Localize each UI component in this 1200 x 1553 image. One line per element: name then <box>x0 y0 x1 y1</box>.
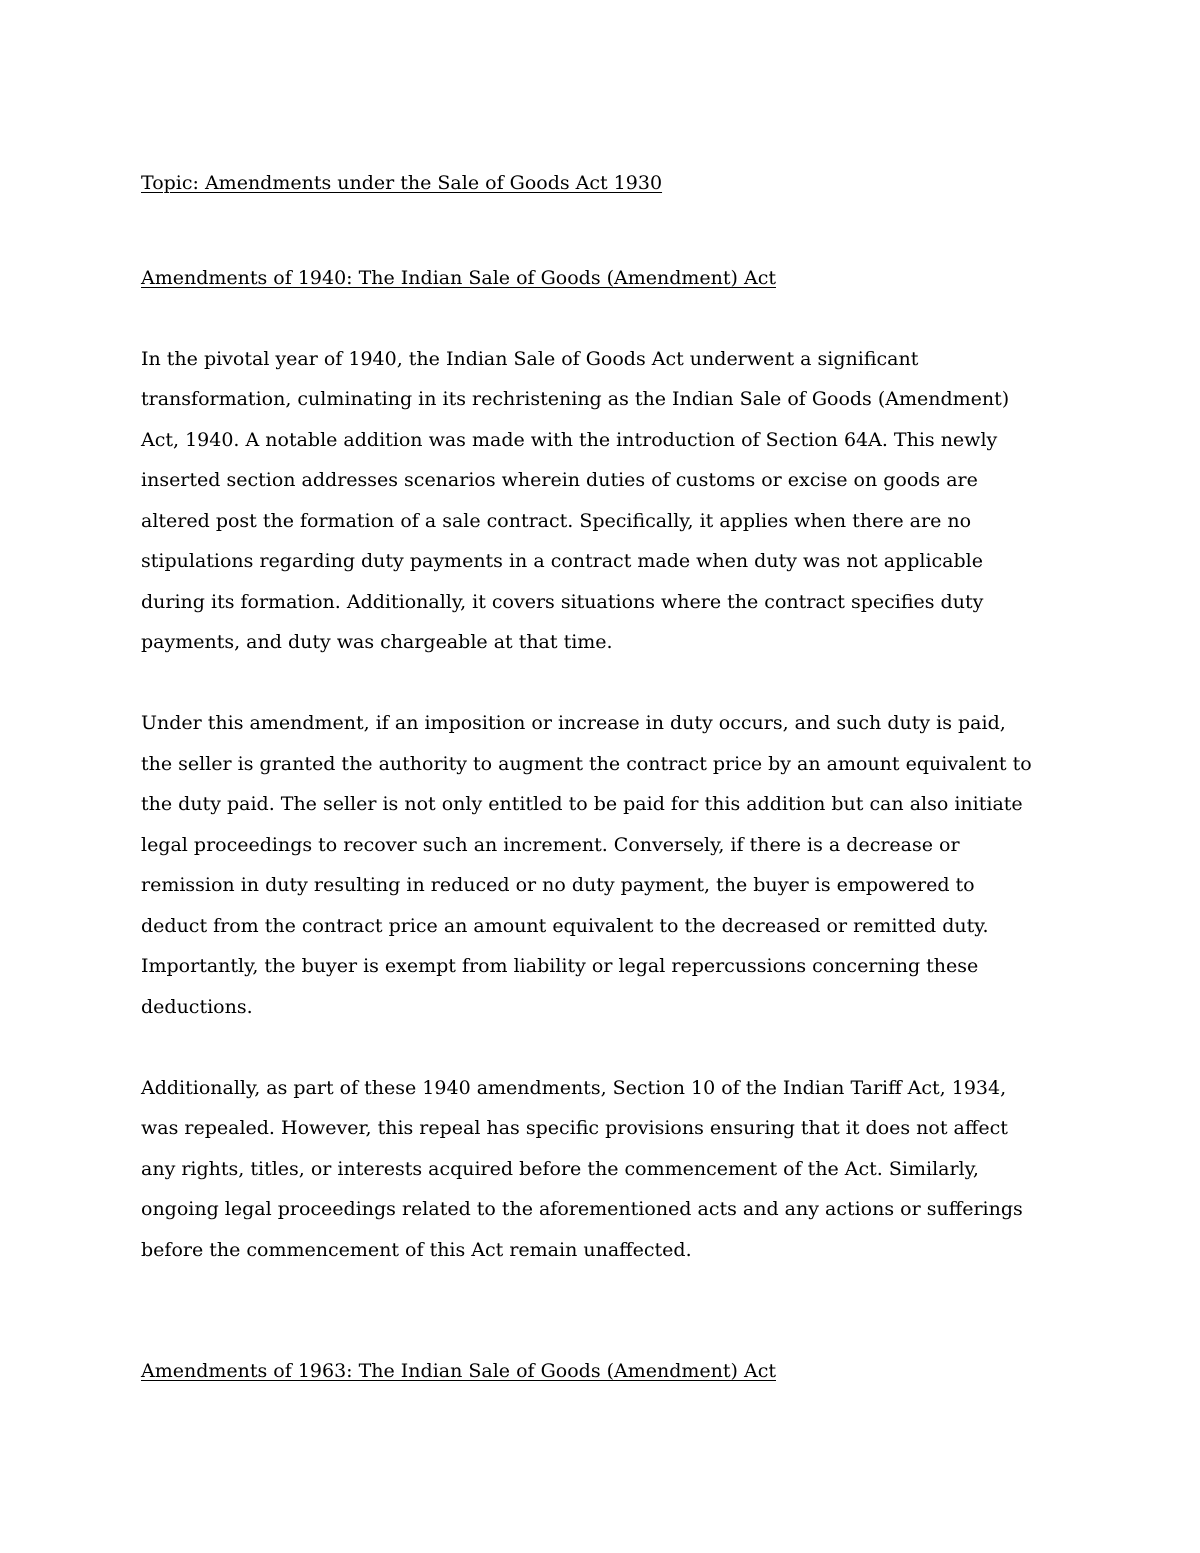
spacer <box>141 1270 1066 1351</box>
paragraph-line: payments, and duty was chargeable at that time. <box>141 631 613 653</box>
paragraph-line: Importantly, the buyer is exempt from liability or legal repercussions concerning these <box>141 955 979 977</box>
paragraph-1940-repeal <box>141 1068 1066 1271</box>
topic-heading: Topic: Amendments under the Sale of Goods Act 1930 <box>141 172 663 194</box>
paragraph-line: deduct from the contract price an amount equivalent to the decreased or remitted duty. <box>141 914 989 937</box>
paragraph-line: during its formation. Additionally, it covers situations where the contract specifies duty <box>141 590 984 613</box>
paragraph-line: In the pivotal year of 1940, the Indian Sale of Goods Act underwent a significant <box>141 347 919 370</box>
paragraph-line: before the commencement of this Act remain unaffected. <box>141 1238 692 1261</box>
spacer <box>141 204 1066 258</box>
paragraph-line: transformation, culminating in its rechristening as the Indian Sale of Goods (Amendment) <box>141 388 1010 410</box>
paragraph-line: deductions. <box>141 995 253 1018</box>
paragraph-line: any rights, titles, or interests acquired before the commencement of the Act. Similarly, <box>141 1157 979 1180</box>
paragraph-line: the duty paid. The seller is not only entitled to be paid for this addition but can also initiate <box>141 793 1023 815</box>
paragraph-line: Act, 1940. A notable addition was made with the introduction of Section 64A. This newly <box>141 428 998 451</box>
spacer <box>141 298 1066 339</box>
paragraph-1940-duty-changes <box>141 703 1066 1027</box>
paragraph-line: ongoing legal proceedings related to the aforementioned acts and any actions or sufferings <box>141 1198 1023 1220</box>
spacer <box>141 663 1066 704</box>
paragraph-line: Under this amendment, if an imposition or increase in duty occurs, and such duty is paid, <box>141 712 1006 734</box>
paragraph-line: the seller is granted the authority to augment the contract price by an amount equivalent to <box>141 752 1032 775</box>
paragraph-1940-intro <box>141 339 1066 663</box>
spacer <box>141 1027 1066 1068</box>
paragraph-line: was repealed. However, this repeal has specific provisions ensuring that it does not affect <box>141 1117 1008 1139</box>
paragraph-line: Additionally, as part of these 1940 amendments, Section 10 of the Indian Tariff Act, 1934, <box>141 1076 1007 1099</box>
paragraph-line: inserted section addresses scenarios wherein duties of customs or excise on goods are <box>141 469 978 491</box>
paragraph-line: altered post the formation of a sale contract. Specifically, it applies when there are no <box>141 509 972 532</box>
section-heading-1963: Amendments of 1963: The Indian Sale of Goods (Amendment) Act <box>141 1360 776 1382</box>
paragraph-line: legal proceedings to recover such an increment. Conversely, if there is a decrease or <box>141 833 960 856</box>
paragraph-line: stipulations regarding duty payments in a contract made when duty was not applicable <box>141 550 983 572</box>
paragraph-line: remission in duty resulting in reduced or no duty payment, the buyer is empowered to <box>141 874 975 896</box>
section-heading-1940: Amendments of 1940: The Indian Sale of Goods (Amendment) Act <box>141 266 776 289</box>
document-body <box>141 163 1066 1392</box>
